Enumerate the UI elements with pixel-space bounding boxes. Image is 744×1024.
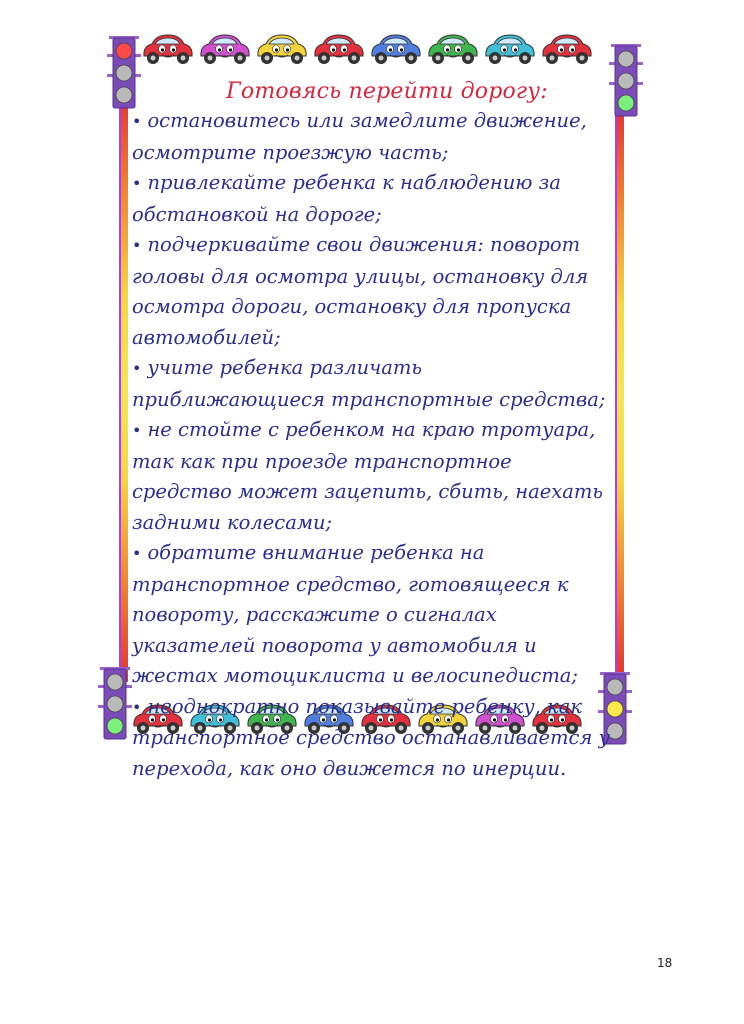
cartoon-car-icon	[425, 30, 480, 68]
list-item	[132, 230, 612, 353]
page-number: 18	[657, 956, 673, 970]
list-item-text: обратите внимание ребенка на транспортное средство, готовящееся к повороту, расскажите о сигналах указателей поворота у автомобиля и жестах мотоциклиста и велосипедиста;	[132, 541, 579, 687]
traffic-light-icon	[98, 663, 132, 743]
list-item-text: подчеркивайте свои движения: поворот головы для осмотра улицы, остановку для осмотра дороги, остановку для пропуска автомобилей;	[132, 233, 589, 349]
bullet-icon: •	[132, 359, 142, 378]
list-item	[132, 168, 612, 230]
right-rainbow-border	[617, 108, 624, 678]
list-item	[132, 415, 612, 538]
bullet-icon: •	[132, 236, 142, 255]
list-item-text: неоднократно показывайте ребенку, как транспортное средство останавливается у перехода, как оно движется по инерции.	[132, 694, 610, 780]
list-item	[132, 106, 612, 168]
top-car-border	[140, 30, 594, 70]
safety-tips	[132, 78, 612, 784]
left-rainbow-border	[121, 92, 128, 682]
list-item-text: учите ребенка различать приближающиеся транспортные средства;	[132, 356, 606, 411]
traffic-light-icon	[609, 40, 643, 120]
list-item	[132, 353, 612, 415]
list-item-text: остановитесь или замедлите движение, осмотрите проезжую часть;	[132, 109, 587, 164]
cartoon-car-icon	[368, 30, 423, 68]
bullet-icon: •	[132, 174, 142, 193]
cartoon-car-icon	[539, 30, 594, 68]
page-title: Готовясь перейти дорогу:	[226, 79, 548, 104]
list-item-text: не стойте с ребенком на краю тротуара, так как при проезде транспортное средство может зацепить, сбить, наехать задними колесами;	[132, 418, 603, 534]
cartoon-car-icon	[311, 30, 366, 68]
bullet-icon: •	[132, 421, 142, 440]
cartoon-car-icon	[254, 30, 309, 68]
cartoon-car-icon	[140, 30, 195, 68]
bullet-icon: •	[132, 544, 142, 563]
cartoon-car-icon	[197, 30, 252, 68]
list-item	[132, 538, 612, 692]
cartoon-car-icon	[482, 30, 537, 68]
list-item	[132, 692, 612, 785]
list-item-text: привлекайте ребенка к наблюдению за обстановкой на дороге;	[132, 171, 561, 226]
bullet-icon: •	[132, 697, 142, 717]
bullet-icon: •	[132, 112, 142, 131]
